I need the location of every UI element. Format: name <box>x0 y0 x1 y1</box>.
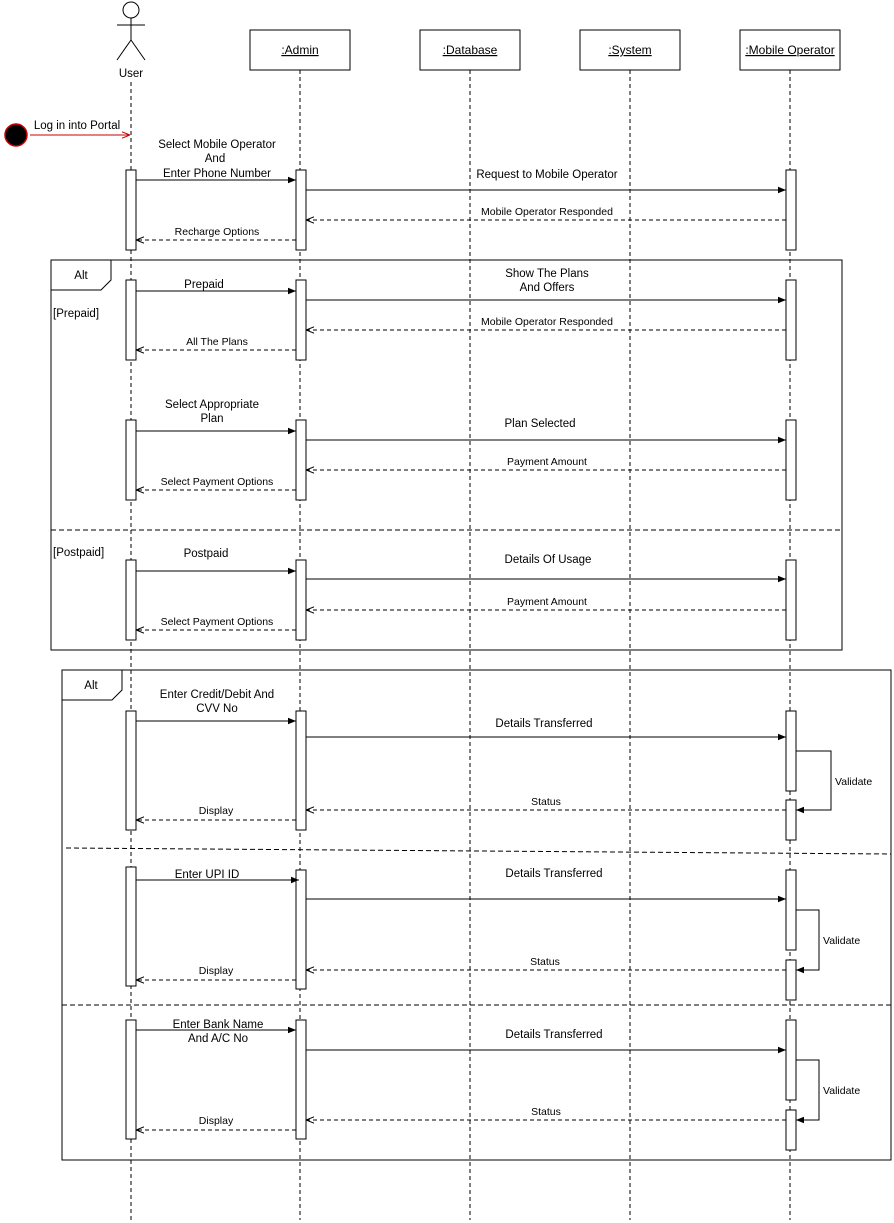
message-select-payment-options <box>136 476 296 490</box>
message-details-transferred-card <box>306 718 786 737</box>
message-label: Details Transferred <box>495 718 593 730</box>
initial-message-label: Log in into Portal <box>33 120 121 132</box>
message-select-plan <box>136 399 296 431</box>
message-label: Select Appropriate <box>165 399 259 411</box>
guard-prepaid: [Prepaid] <box>53 308 100 320</box>
message-recharge-options <box>136 226 296 240</box>
message-label: Show The Plans <box>505 268 589 280</box>
message-label: CVV No <box>196 703 238 715</box>
alt2-separator-1 <box>66 848 891 854</box>
message-label: Status <box>531 1106 561 1118</box>
message-label: Details Of Usage <box>504 554 592 566</box>
message-label: Display <box>198 1115 234 1127</box>
actor-head <box>123 2 139 18</box>
participant-mobile-operator <box>740 30 840 70</box>
message-label: And <box>204 153 226 165</box>
message-details-transferred-upi <box>306 868 786 899</box>
message-label: Plan <box>200 413 224 425</box>
message-operator-responded-2 <box>306 316 786 330</box>
message-details-transferred-bank <box>306 1029 786 1050</box>
message-label: Mobile Operator Responded <box>481 206 613 218</box>
message-label: Enter Bank Name <box>172 1019 264 1031</box>
message-display-card <box>136 805 296 820</box>
message-enter-card <box>136 689 296 721</box>
message-label: Status <box>531 796 561 808</box>
message-label: Prepaid <box>184 279 224 291</box>
message-label: Enter UPI ID <box>174 869 240 881</box>
message-prepaid <box>136 279 296 291</box>
initial-node <box>5 124 27 146</box>
user-actor <box>117 2 145 60</box>
participant-label: :System <box>608 43 652 57</box>
message-details-of-usage <box>306 554 786 579</box>
message-label: Enter Credit/Debit And <box>159 689 275 701</box>
message-label: Display <box>198 805 234 817</box>
message-label: Request to Mobile Operator <box>476 169 618 181</box>
message-label: Status <box>530 956 560 968</box>
message-label: Postpaid <box>183 548 229 560</box>
message-label: Payment Amount <box>507 596 587 608</box>
message-label: Select Mobile Operator <box>158 139 276 151</box>
guard-postpaid: [Postpaid] <box>53 547 105 559</box>
message-payment-amount <box>306 456 786 470</box>
participant-label: :Mobile Operator <box>745 43 835 57</box>
self-message-validate-bank <box>796 1060 860 1120</box>
alt-frame-1 <box>51 260 842 650</box>
message-payment-amount-2 <box>306 596 786 610</box>
participant-label: :Admin <box>281 43 319 57</box>
alt1-tag: Alt <box>74 270 88 282</box>
message-status-bank <box>306 1106 786 1120</box>
message-postpaid <box>136 548 296 571</box>
participant-admin <box>250 30 350 70</box>
message-label: And A/C No <box>187 1033 249 1045</box>
self-message-validate-upi <box>796 910 860 970</box>
message-label: Validate <box>823 1085 861 1097</box>
message-select-operator <box>136 139 296 180</box>
message-label: Mobile Operator Responded <box>481 316 613 328</box>
message-label: Enter Phone Number <box>162 168 272 180</box>
participant-label: :Database <box>442 43 498 57</box>
message-label: Display <box>198 965 234 977</box>
message-display-upi <box>136 965 296 980</box>
message-select-payment-options-2 <box>136 616 296 630</box>
lifelines <box>131 70 790 1220</box>
message-label: Plan Selected <box>504 418 576 430</box>
message-label: All The Plans <box>186 336 248 348</box>
message-label: Select Payment Options <box>160 476 274 488</box>
message-enter-bank <box>136 1019 296 1045</box>
message-label: Select Payment Options <box>160 616 274 628</box>
message-label: Recharge Options <box>174 226 260 238</box>
message-label: Payment Amount <box>507 456 587 468</box>
message-operator-responded <box>306 206 786 220</box>
message-label: And Offers <box>519 282 575 294</box>
message-all-plans <box>136 336 296 350</box>
participant-system <box>580 30 680 70</box>
message-enter-upi <box>136 869 299 881</box>
activation-bars <box>126 170 796 1150</box>
actor-label: User <box>118 68 144 80</box>
message-label: Validate <box>835 776 873 788</box>
message-show-plans <box>306 268 786 300</box>
message-status-card <box>306 796 786 810</box>
message-label: Validate <box>823 935 861 947</box>
message-display-bank <box>136 1115 296 1130</box>
message-label: Details Transferred <box>505 1029 603 1041</box>
participant-database <box>420 30 520 70</box>
alt2-tag: Alt <box>84 680 98 692</box>
self-message-validate-card <box>796 751 872 810</box>
message-plan-selected <box>306 418 786 440</box>
message-request-operator <box>306 169 786 190</box>
alt-frame-2 <box>62 670 891 1160</box>
message-status-upi <box>306 956 786 970</box>
message-label: Details Transferred <box>505 868 603 880</box>
